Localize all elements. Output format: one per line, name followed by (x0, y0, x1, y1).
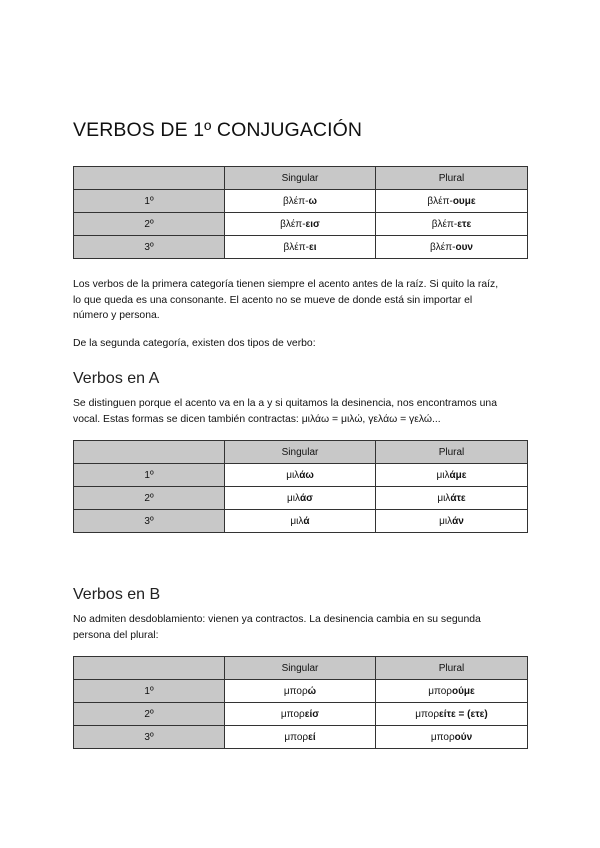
verb-stem: μπορ (283, 685, 308, 697)
section-heading-b: Verbos en B (73, 586, 161, 603)
verb-ending: ει (308, 241, 317, 253)
table-row (74, 703, 528, 726)
paragraph-line: No admiten desdoblamiento: vienen ya contractos. La desinencia cambia en su segunda (73, 614, 481, 625)
verb-ending: ά (303, 515, 310, 527)
paragraph-line: vocal. Estas formas se dicen también contractas: μιλάω = μιλώ, γελάω = γελώ... (73, 413, 441, 425)
paragraph-section-b (73, 612, 533, 643)
verb-ending: άω (299, 469, 314, 481)
plural-cell (376, 190, 528, 213)
paragraph-line: número y persona. (73, 310, 160, 322)
header-empty-cell (74, 167, 225, 190)
verb-stem: βλέπ- (283, 195, 309, 207)
table-row (74, 464, 528, 487)
singular-cell (225, 236, 376, 259)
verb-stem: μπορ (284, 731, 309, 743)
plural-cell (376, 703, 528, 726)
conjugation-table-b (73, 656, 528, 749)
person-cell: 1º (74, 464, 225, 487)
header-plural: Plural (376, 167, 528, 190)
verb-ending: ουμε (452, 195, 476, 207)
verb-stem: βλέπ- (430, 241, 456, 253)
table-row (74, 487, 528, 510)
person-cell: 3º (74, 726, 225, 749)
person-cell: 1º (74, 190, 225, 213)
verb-ending: εισ (305, 218, 320, 230)
verb-stem: μιλ (287, 492, 300, 504)
verb-stem: μιλ (290, 515, 304, 527)
singular-cell (225, 726, 376, 749)
verb-ending: ούμε (451, 685, 475, 697)
header-singular: Singular (225, 441, 376, 464)
page-title: VERBOS DE 1º CONJUGACIÓN (73, 119, 363, 141)
paragraph-line: persona del plural: (73, 629, 159, 641)
conjugation-table-a (73, 440, 528, 533)
table-header-row (74, 441, 528, 464)
verb-stem: μιλ (439, 515, 453, 527)
plural-cell (376, 487, 528, 510)
singular-cell (225, 510, 376, 533)
plural-cell (376, 236, 528, 259)
singular-cell (225, 213, 376, 236)
verb-stem: βλέπ- (280, 218, 306, 230)
table-row (74, 190, 528, 213)
person-cell: 1º (74, 680, 225, 703)
person-cell: 2º (74, 703, 225, 726)
verb-ending: άσ (299, 492, 313, 504)
person-cell: 2º (74, 213, 225, 236)
table-row (74, 236, 528, 259)
verb-ending: άν (452, 515, 464, 527)
verb-stem: μπορ (415, 708, 440, 720)
header-singular: Singular (225, 167, 376, 190)
verb-stem: βλέπ- (431, 218, 458, 230)
verb-stem: μπορ (280, 708, 305, 720)
verb-ending: εί (308, 731, 316, 743)
paragraph-line: Se distinguen porque el acento va en la a y si quitamos la desinencia, nos encontramos una (73, 398, 497, 409)
paragraph-line: Los verbos de la primera categoría tienen siempre el acento antes de la raíz. Si quito la raíz, (73, 279, 499, 290)
section-heading-a: Verbos en A (73, 370, 160, 387)
singular-cell (225, 487, 376, 510)
table-row (74, 680, 528, 703)
table-header-row (74, 167, 528, 190)
person-cell: 3º (74, 510, 225, 533)
paragraph-second-category: De la segunda categoría, existen dos tipos de verbo: (73, 338, 316, 349)
verb-ending: ουν (455, 241, 473, 253)
header-plural: Plural (376, 657, 528, 680)
header-plural: Plural (376, 441, 528, 464)
verb-stem: μπορ (430, 731, 455, 743)
verb-stem: μιλ (436, 469, 450, 481)
plural-cell (376, 726, 528, 749)
verb-stem: μιλ (286, 469, 300, 481)
table-row (74, 213, 528, 236)
singular-cell (225, 464, 376, 487)
verb-ending: είσ (304, 708, 320, 720)
verb-ending: ω (308, 195, 317, 207)
plural-cell (376, 213, 528, 236)
plural-cell (376, 464, 528, 487)
plural-cell (376, 680, 528, 703)
singular-cell (225, 680, 376, 703)
person-cell: 3º (74, 236, 225, 259)
paragraph-section-a (73, 396, 533, 427)
header-singular: Singular (225, 657, 376, 680)
conjugation-table-1 (73, 166, 528, 259)
verb-ending: άτε (450, 492, 466, 504)
verb-ending: είτε = (ετε) (439, 708, 488, 720)
verb-ending: ώ (307, 685, 317, 697)
table-row (74, 510, 528, 533)
verb-stem: βλέπ- (427, 195, 453, 207)
header-empty-cell (74, 657, 225, 680)
verb-ending: άμε (449, 469, 467, 481)
plural-cell (376, 510, 528, 533)
table-header-row (74, 657, 528, 680)
paragraph-line: lo que queda es una consonante. El acento no se mueve de donde está sin importar el (73, 294, 473, 306)
verb-stem: μιλ (437, 492, 451, 504)
person-cell: 2º (74, 487, 225, 510)
singular-cell (225, 190, 376, 213)
verb-ending: ετε (457, 218, 472, 230)
singular-cell (225, 703, 376, 726)
header-empty-cell (74, 441, 225, 464)
verb-ending: ούν (454, 731, 473, 743)
verb-stem: βλέπ- (283, 241, 309, 253)
verb-stem: μπορ (428, 685, 452, 697)
paragraph-first-category (73, 277, 533, 324)
table-row (74, 726, 528, 749)
